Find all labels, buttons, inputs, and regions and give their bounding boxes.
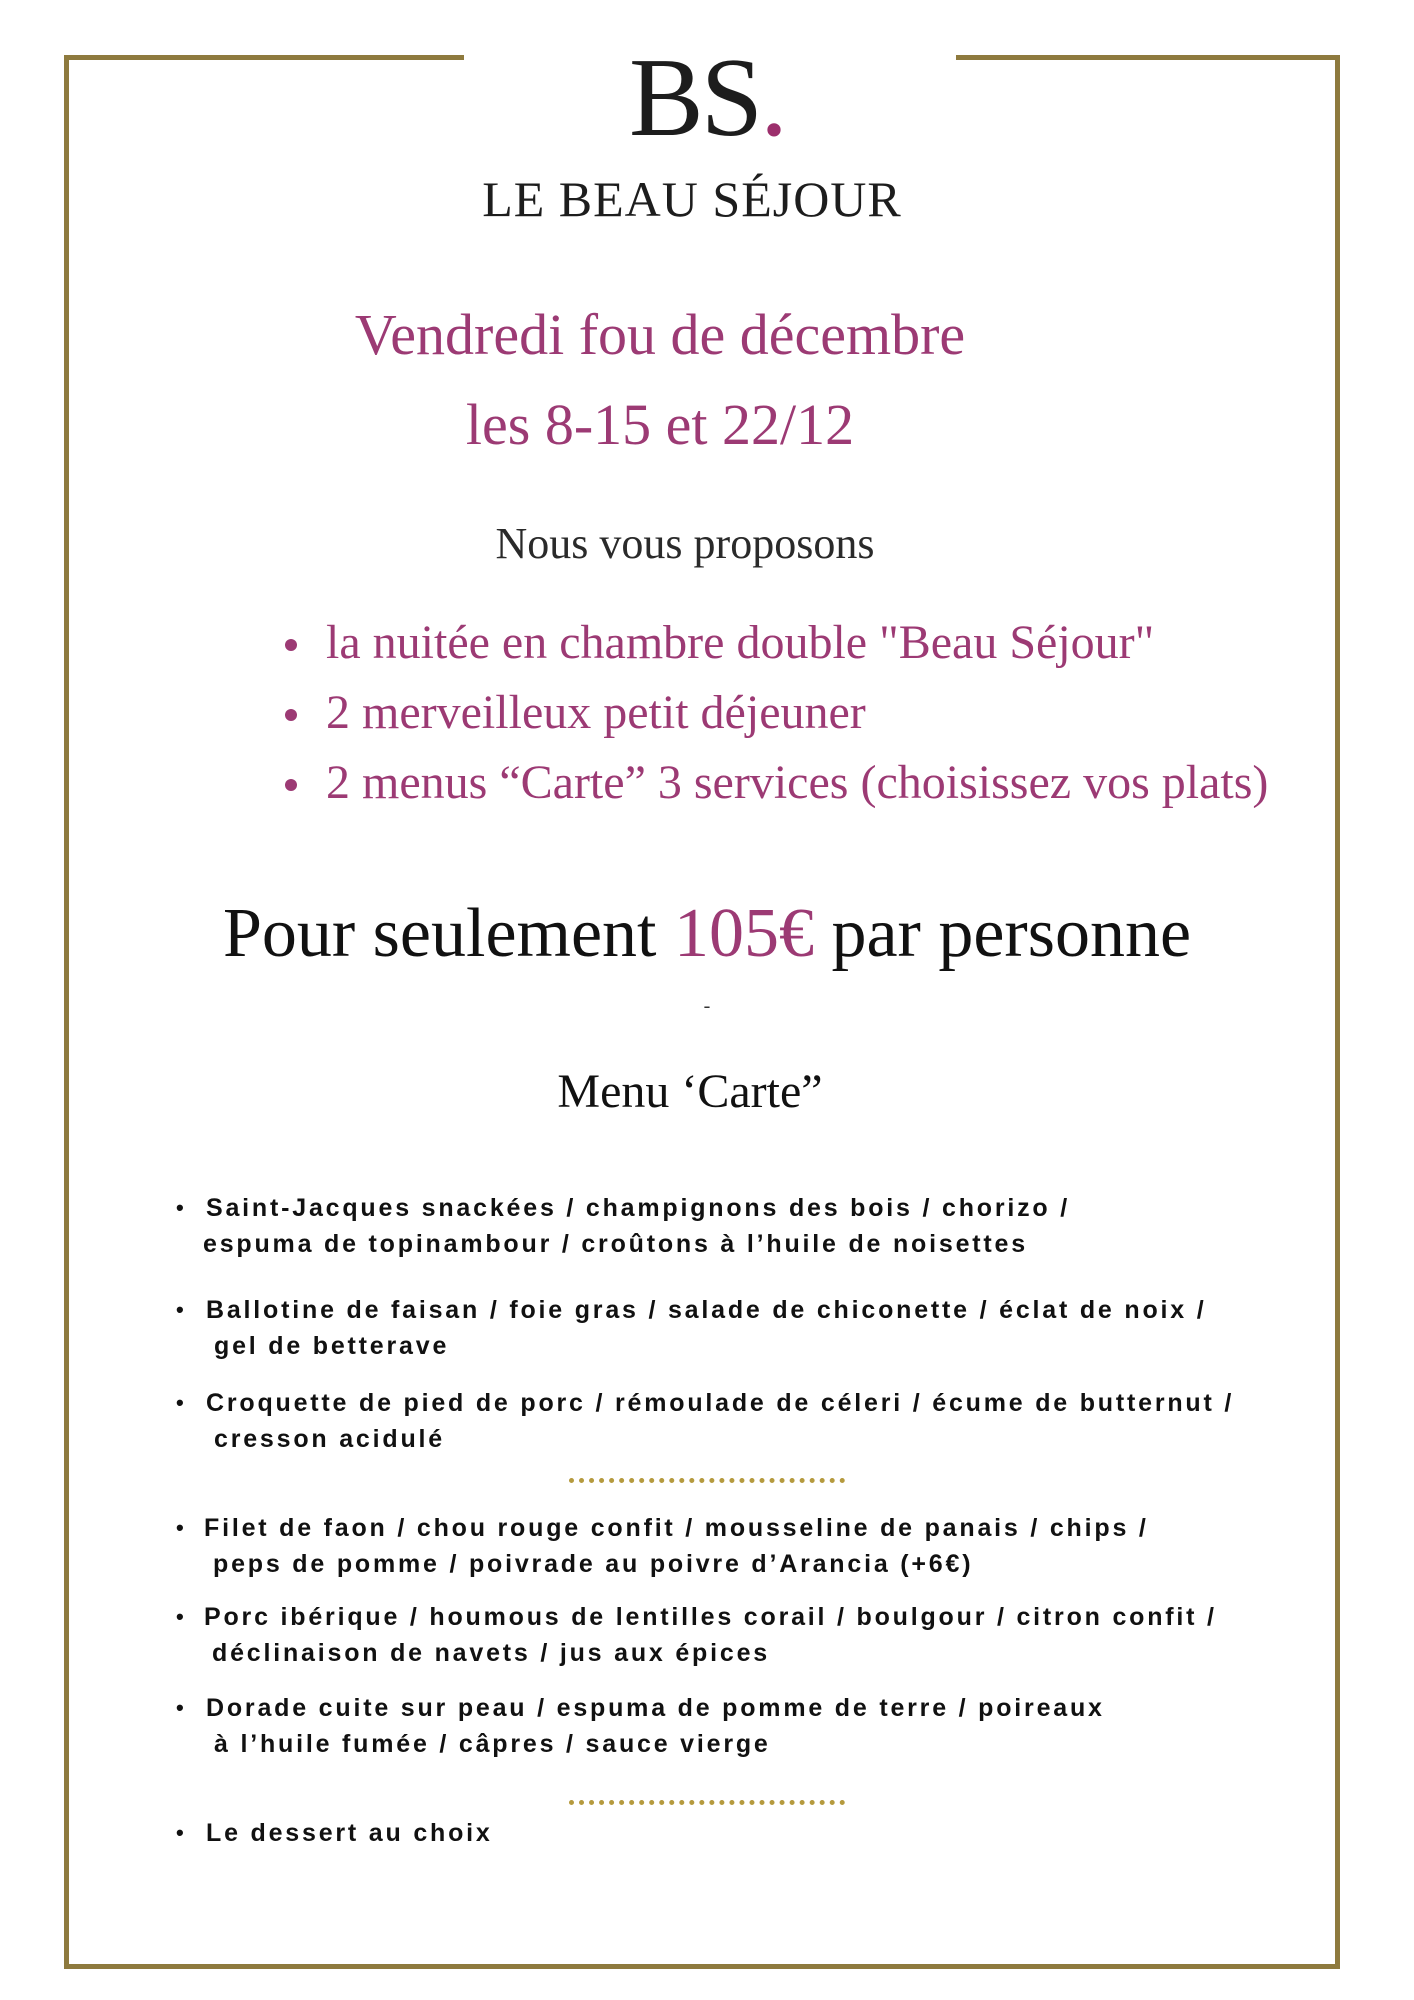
offer-item: 2 menus “Carte” 3 services (choisissez vos plats)	[282, 748, 1268, 818]
dotted-separator	[569, 1478, 845, 1483]
starter-item: • Ballotine de faisan / foie gras / salade de chiconette / éclat de noix / gel de betterave	[176, 1292, 1206, 1364]
price-suffix: par personne	[831, 895, 1192, 972]
headline-title: Vendredi fou de décembre	[354, 302, 966, 367]
dish-line: Ballotine de faisan / foie gras / salade de chiconette / éclat de noix /	[206, 1296, 1207, 1324]
dish-line: espuma de topinambour / croûtons à l’huile de noisettes	[203, 1230, 1028, 1258]
intro-text: Nous vous proposons	[495, 519, 875, 568]
starter-item: • Saint-Jacques snackées / champignons des bois / chorizo / espuma de topinambour / croûtons à l’huile de noisettes	[176, 1190, 1070, 1262]
price-prefix: Pour seulement	[222, 895, 657, 972]
offer-list	[282, 608, 1268, 818]
price-line	[0, 895, 1414, 972]
dish-line: à l’huile fumée / câpres / sauce vierge	[214, 1730, 771, 1758]
main-item: • Dorade cuite sur peau / espuma de pomme de terre / poireaux à l’huile fumée / câpres / sauce vierge	[176, 1690, 1105, 1762]
frame-bottom	[64, 1964, 1340, 1969]
main-item: • Porc ibérique / houmous de lentilles corail / boulgour / citron confit / déclinaison de navets / jus aux épices	[176, 1599, 1217, 1671]
logo-letters: BS	[629, 36, 760, 160]
headline-dates: les 8-15 et 22/12	[465, 392, 855, 457]
logo-dot: .	[760, 36, 785, 160]
main-item: • Filet de faon / chou rouge confit / mousseline de panais / chips / peps de pomme / poivrade au poivre d’Arancia (+6€)	[176, 1510, 1149, 1582]
logo	[0, 36, 1414, 160]
dish-line: Croquette de pied de porc / rémoulade de céleri / écume de butternut /	[206, 1389, 1235, 1417]
menu-title: Menu ‘Carte”	[557, 1065, 823, 1118]
dish-line: Saint-Jacques snackées / champignons des bois / chorizo /	[206, 1194, 1070, 1222]
dish-line: Porc ibérique / houmous de lentilles corail / boulgour / citron confit /	[204, 1603, 1217, 1631]
dish-line: Filet de faon / chou rouge confit / mousseline de panais / chips /	[204, 1514, 1149, 1542]
starter-item: • Croquette de pied de porc / rémoulade de céleri / écume de butternut / cresson acidulé	[176, 1385, 1234, 1457]
offer-item: la nuitée en chambre double "Beau Séjour"	[282, 608, 1268, 678]
dish-line: Dorade cuite sur peau / espuma de pomme de terre / poireaux	[206, 1694, 1105, 1722]
dish-line: Le dessert au choix	[206, 1819, 493, 1847]
dotted-separator	[569, 1800, 845, 1805]
separator-dash: -	[703, 995, 711, 1017]
price-amount: 105€	[673, 895, 814, 972]
brand-name: LE BEAU SÉJOUR	[482, 171, 902, 227]
offer-item: 2 merveilleux petit déjeuner	[282, 678, 1268, 748]
dish-line: peps de pomme / poivrade au poivre d’Arancia (+6€)	[213, 1550, 974, 1578]
dessert-item: • Le dessert au choix	[176, 1815, 493, 1851]
dish-line: cresson acidulé	[214, 1425, 445, 1453]
dish-line: déclinaison de navets / jus aux épices	[212, 1639, 770, 1667]
dish-line: gel de betterave	[214, 1332, 450, 1360]
